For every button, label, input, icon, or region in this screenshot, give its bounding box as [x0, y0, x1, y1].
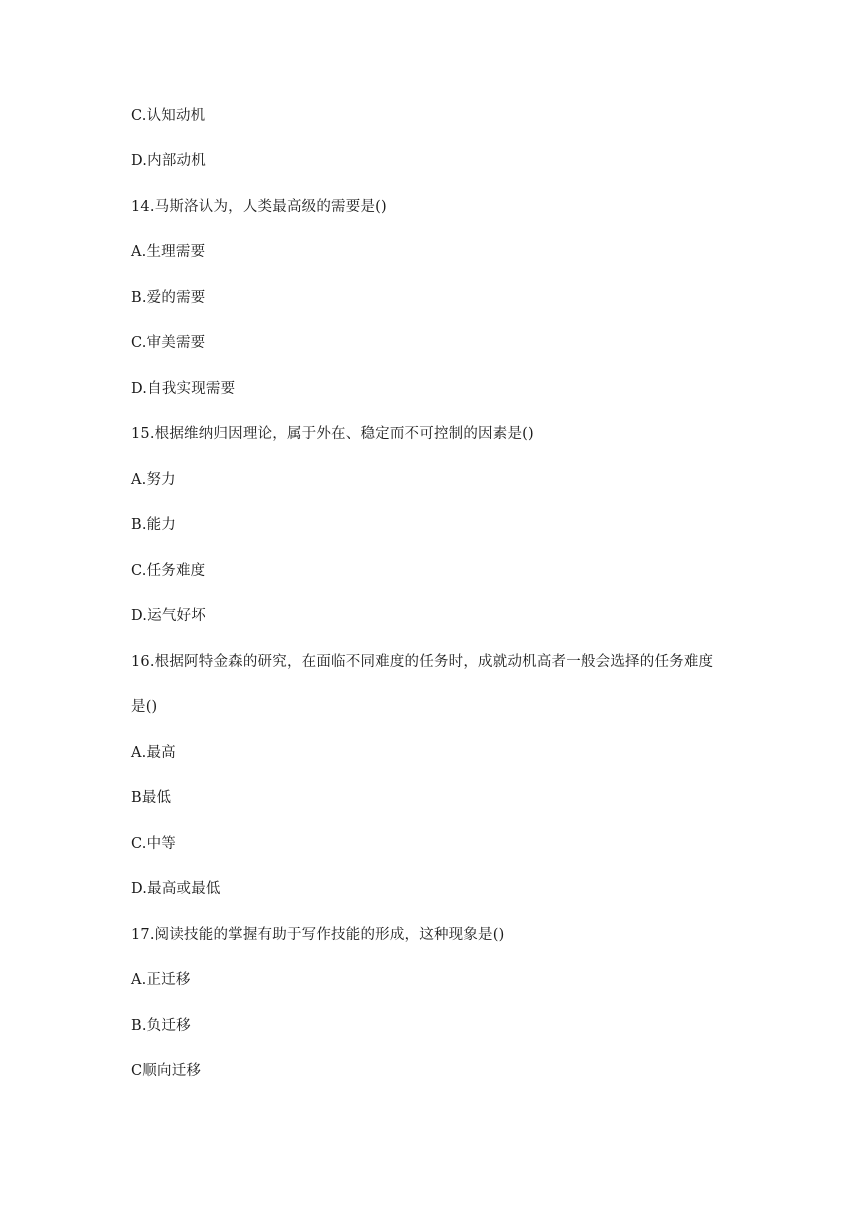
question-16-continued: 是() [131, 699, 158, 715]
option-16-c: C.中等 [131, 836, 176, 852]
option-16-a: A.最高 [131, 745, 176, 761]
option-17-c: C顺向迁移 [131, 1063, 202, 1079]
option-17-a: A.正迁移 [131, 972, 191, 988]
option-16-d: D.最高或最低 [131, 881, 221, 897]
option-17-b: B.负迁移 [131, 1018, 191, 1034]
option-15-c: C.任务难度 [131, 563, 206, 579]
option-15-b: B.能力 [131, 517, 177, 533]
option-14-d: D.自我实现需要 [131, 381, 236, 397]
question-16: 16.根据阿特金森的研究，在面临不同难度的任务时，成就动机高者一般会选择的任务难度 [131, 654, 714, 670]
option-14-b: B.爱的需要 [131, 290, 206, 306]
option-13-c: C.认知动机 [131, 108, 206, 124]
question-17: 17.阅读技能的掌握有助于写作技能的形成，这种现象是() [131, 927, 505, 943]
option-15-a: A.努力 [131, 472, 176, 488]
option-14-c: C.审美需要 [131, 335, 206, 351]
option-15-d: D.运气好坏 [131, 608, 206, 624]
option-13-d: D.内部动机 [131, 153, 206, 169]
option-14-a: A.生理需要 [131, 244, 206, 260]
option-16-b: B最低 [131, 790, 172, 806]
question-14: 14.马斯洛认为，人类最高级的需要是() [131, 199, 387, 215]
question-15: 15.根据维纳归因理论，属于外在、稳定而不可控制的因素是() [131, 426, 534, 442]
